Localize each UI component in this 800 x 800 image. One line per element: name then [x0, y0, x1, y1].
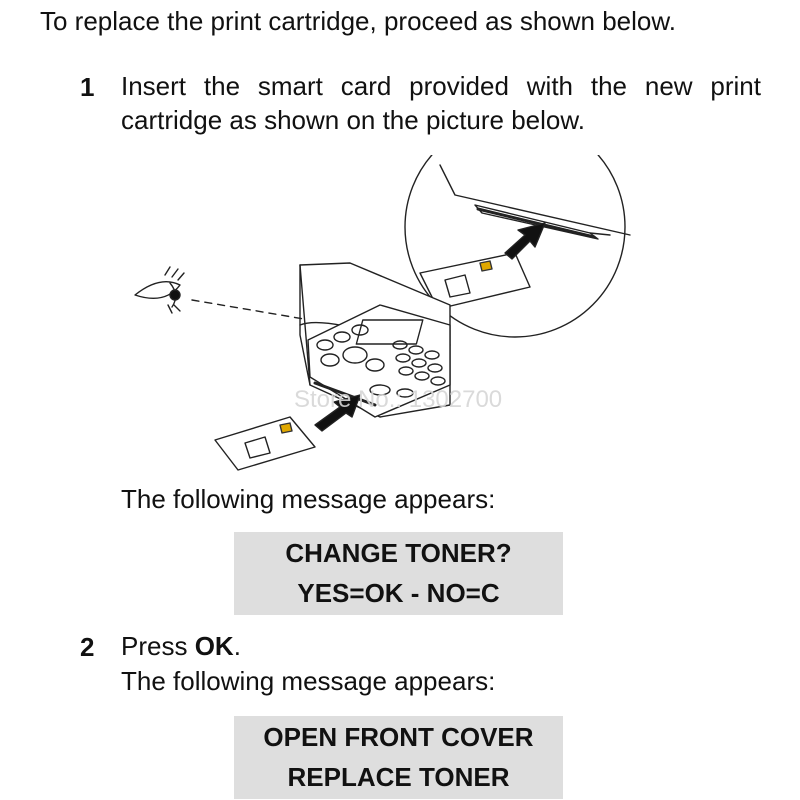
lcd-message-change-toner	[234, 532, 563, 615]
message-1-line-2: YES=OK - NO=C	[297, 578, 500, 608]
lcd-message-open-front-cover	[234, 716, 563, 799]
message-2-line-1: OPEN FRONT COVER	[263, 722, 534, 752]
smart-card-insertion-illustration	[120, 155, 640, 475]
step-1-line-1: Insert the smart card provided with the new print	[121, 71, 761, 101]
step-2-followup: The following message appears:	[121, 666, 496, 696]
ok-key-label: OK	[194, 631, 234, 661]
message-1-line-1: CHANGE TONER?	[285, 538, 512, 568]
step-2-instruction	[121, 629, 241, 663]
step-2-number: 2	[80, 632, 95, 662]
intro-text: To replace the print cartridge, proceed as shown below.	[40, 6, 676, 36]
store-watermark: Store No.: 1302700	[294, 386, 503, 413]
step-1-followup: The following message appears:	[121, 484, 496, 514]
step-1-number: 1	[80, 72, 95, 102]
step-1-line-2: cartridge as shown on the picture below.	[121, 105, 585, 135]
step-2-press-suffix: .	[233, 631, 241, 661]
message-2-line-2: REPLACE TONER	[287, 762, 510, 792]
step-2-press-prefix: Press	[121, 631, 195, 661]
step-1-instruction	[121, 69, 761, 137]
